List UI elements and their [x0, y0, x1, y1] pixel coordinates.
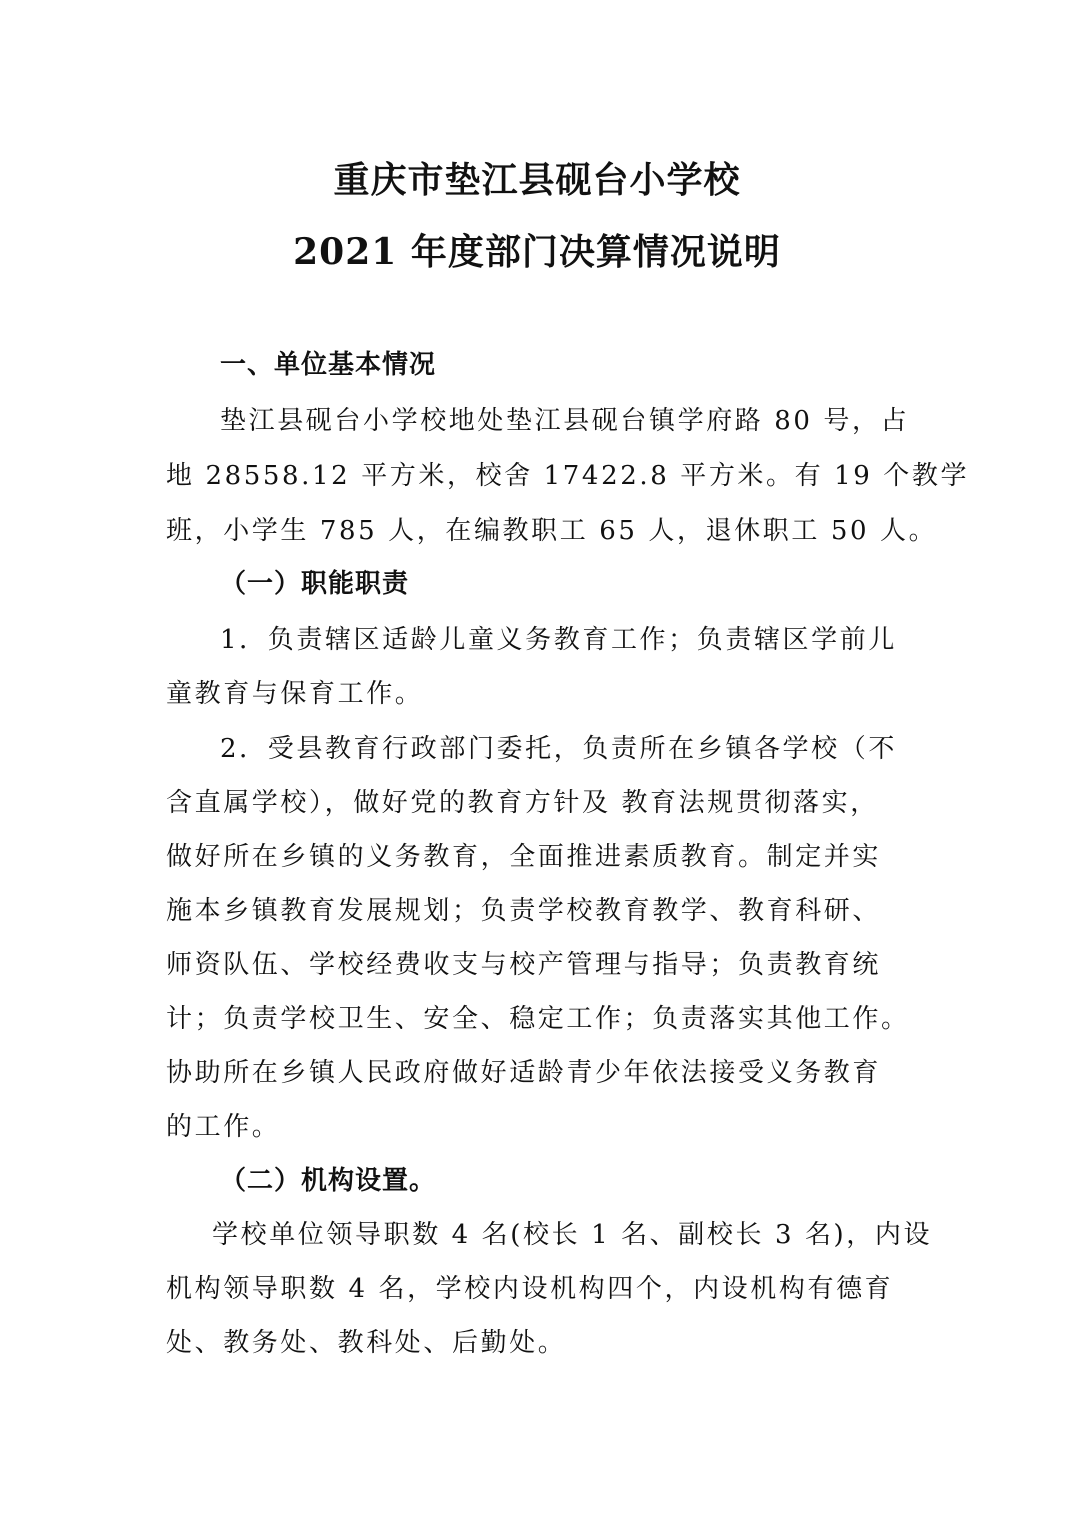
subsection-heading-organization: （二）机构设置。 — [220, 1166, 437, 1196]
paragraph-line: 做好所在乡镇的义务教育，全面推进素质教育。制定并实 — [166, 842, 882, 872]
section-heading-basic-info: 一、单位基本情况 — [220, 350, 437, 380]
paragraph-line: 施本乡镇教育发展规划；负责学校教育教学、教育科研、 — [166, 896, 882, 926]
title-line-1: 重庆市垫江县砚台小学校 — [333, 159, 741, 201]
paragraph-line: 班，小学生 785 人，在编教职工 65 人，退休职工 50 人。 — [166, 516, 938, 546]
paragraph-line: 童教育与保育工作。 — [166, 679, 424, 709]
paragraph-line: 协助所在乡镇人民政府做好适龄青少年依法接受义务教育 — [166, 1058, 882, 1088]
paragraph-line: 机构领导职数 4 名，学校内设机构四个，内设机构有德育 — [166, 1274, 894, 1304]
paragraph-line: 学校单位领导职数 4 名(校长 1 名、副校长 3 名)，内设 — [212, 1220, 933, 1250]
paragraph-line: 含直属学校），做好党的教育方针及 教育法规贯彻落实， — [166, 788, 879, 818]
paragraph-line: 地 28558.12 平方米，校舍 17422.8 平方米。有 19 个教学 — [166, 461, 970, 491]
paragraph-line: 垫江县砚台小学校地处垫江县砚台镇学府路 80 号，占 — [220, 406, 910, 436]
paragraph-line: 2．受县教育行政部门委托，负责所在乡镇各学校（不 — [220, 734, 897, 764]
paragraph-line: 处、教务处、教科处、后勤处。 — [166, 1328, 567, 1358]
paragraph-line: 1．负责辖区适龄儿童义务教育工作；负责辖区学前儿 — [220, 625, 897, 655]
subsection-heading-duties: （一）职能职责 — [220, 569, 410, 599]
paragraph-line: 计；负责学校卫生、安全、稳定工作；负责落实其他工作。 — [166, 1004, 910, 1034]
paragraph-line: 师资队伍、学校经费收支与校产管理与指导；负责教育统 — [166, 950, 882, 980]
paragraph-line: 的工作。 — [166, 1112, 281, 1142]
title-line-2: 2021 年度部门决算情况说明 — [293, 231, 781, 273]
